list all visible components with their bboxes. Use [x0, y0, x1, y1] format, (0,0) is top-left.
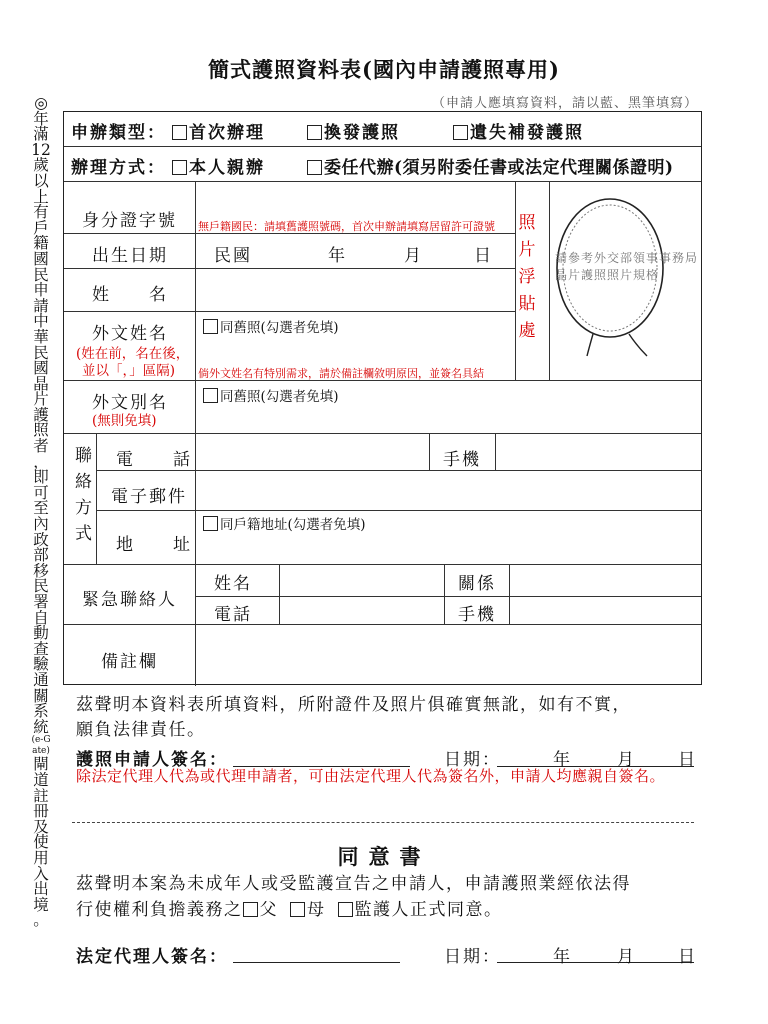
checkbox-label: 監護人正式同意。 [354, 900, 503, 920]
guardian-date-year: 年 [553, 947, 572, 967]
checkbox-guardian[interactable] [338, 900, 503, 920]
side-note-char: ◎ [34, 94, 48, 112]
side-note-char: (e-Gate) [31, 735, 51, 757]
side-note-char: 滿 [33, 125, 49, 144]
applicant-signature-label: 護照申請人簽名： [76, 750, 228, 770]
remarks-label: 備註欄 [101, 652, 158, 672]
side-note-egate [31, 96, 51, 929]
side-note-char: 出 [33, 880, 49, 899]
row-divider [64, 624, 701, 625]
checkbox-box[interactable] [243, 902, 258, 917]
birth-day-unit: 日 [474, 246, 493, 266]
birth-date-label: 出生日期 [92, 246, 168, 266]
checkbox-box[interactable] [307, 125, 322, 140]
side-note-char: 關 [33, 686, 49, 705]
emergency-mobile-label: 手機 [458, 605, 496, 625]
side-note-char: 12 [31, 140, 51, 159]
photo-paste-label [517, 210, 537, 345]
checkbox-box[interactable] [338, 902, 353, 917]
side-note-char: 國 [33, 359, 49, 378]
checkbox-renewal[interactable] [307, 118, 400, 143]
checkbox-box[interactable] [307, 160, 322, 175]
declaration-line-1: 茲聲明本資料表所填資料，所附證件及照片俱確實無訛，如有不實， [76, 695, 631, 715]
side-note-char: 自 [33, 608, 49, 627]
contact-group-label [75, 443, 95, 547]
side-note-char: 民 [33, 343, 49, 362]
side-note-char: 者 [33, 437, 49, 456]
guardian-date-day: 日 [678, 947, 697, 967]
col-divider [429, 433, 430, 470]
checkbox-box[interactable] [172, 160, 187, 175]
applicant-date-day: 日 [678, 750, 697, 770]
side-note-char: 註 [33, 786, 49, 805]
col-divider [444, 564, 445, 624]
checkbox-label: 遺失補發護照 [470, 123, 584, 143]
checkbox-box[interactable] [203, 319, 218, 334]
checkbox-lost-replacement[interactable] [453, 118, 584, 143]
application-type-label: 申辦類型： [71, 123, 166, 143]
row-divider [64, 146, 701, 147]
side-note-char: 戶 [33, 218, 49, 237]
checkbox-in-person[interactable] [172, 153, 265, 178]
side-note-char: 閘 [33, 755, 49, 774]
side-note-char: 請 [33, 296, 49, 315]
checkbox-label: 同舊照(勾選者免填) [220, 320, 339, 336]
side-note-char: 入 [33, 864, 49, 883]
applicant-date-label: 日期： [444, 750, 501, 770]
alias-note: (無則免填) [92, 413, 157, 429]
side-note-char: 歲 [33, 156, 49, 175]
side-note-char: 民 [33, 577, 49, 596]
guardian-date-label: 日期： [444, 947, 501, 967]
foreign-name-special-note: 倘外文姓名有特別需求，請於備註欄敘明原因，並簽名具結 [198, 367, 484, 380]
row-divider [195, 596, 701, 597]
checkbox-mother[interactable] [290, 900, 326, 920]
row-divider [64, 181, 701, 182]
contact-mobile-label: 手機 [443, 450, 481, 470]
birth-year-unit: 年 [328, 246, 347, 266]
row-divider [64, 564, 701, 565]
guardian-signature-line[interactable] [233, 962, 400, 963]
checkbox-label: 本人親辦 [189, 158, 265, 178]
side-note-char: 護 [33, 405, 49, 424]
side-note-char: 有 [33, 203, 49, 222]
checkbox-first-time[interactable] [172, 118, 265, 143]
consent-title: 同意書 [337, 844, 431, 869]
side-note-char: 國 [33, 249, 49, 268]
side-note-char: 華 [33, 327, 49, 346]
side-note-char: 移 [33, 561, 49, 580]
side-note-char: 民 [33, 265, 49, 284]
side-note-char: 晶 [33, 374, 49, 393]
side-note-char: 上 [33, 187, 49, 206]
foreign-name-label: 外文姓名 [92, 324, 168, 344]
processing-method-label: 辦理方式： [71, 158, 166, 178]
photo-char: 貼 [518, 294, 536, 314]
contact-char: 方 [75, 498, 94, 518]
side-note-char: 中 [33, 312, 49, 331]
checkbox-label: 委任代辦(須另附委任書或法定代理關係證明) [324, 158, 674, 178]
side-note-char: 可 [33, 483, 49, 502]
photo-char: 照 [518, 213, 536, 233]
side-note-char: 以 [33, 171, 49, 190]
id-number-label: 身分證字號 [82, 211, 177, 231]
row-divider [96, 510, 701, 511]
row-divider [96, 470, 701, 471]
side-note-char: 冊 [33, 802, 49, 821]
side-note-char: 即 [33, 468, 49, 487]
checkbox-delegated[interactable] [307, 153, 674, 178]
contact-email-label: 電子郵件 [111, 487, 187, 507]
section-divider [72, 822, 694, 823]
emergency-relation-label: 關係 [458, 574, 496, 594]
side-note-char: 使 [33, 833, 49, 852]
side-note-char: 及 [33, 817, 49, 836]
checkbox-father[interactable] [243, 900, 279, 920]
contact-address-label: 地 址 [116, 535, 192, 555]
applicant-date-month: 月 [617, 750, 636, 770]
side-note-char: 籍 [33, 234, 49, 253]
emergency-contact-label: 緊急聯絡人 [82, 590, 177, 610]
side-note-char: 。 [33, 911, 49, 930]
contact-phone-label: 電 話 [116, 450, 192, 470]
checkbox-label: 同舊照(勾選者免填) [220, 389, 339, 405]
side-note-char: 用 [33, 848, 49, 867]
guardian-signature-label: 法定代理人簽名： [76, 947, 228, 967]
checkbox-box[interactable] [453, 125, 468, 140]
col-divider [96, 433, 97, 564]
consent-line-2-prefix: 行使權利負擔義務之 [76, 900, 243, 920]
col-divider [509, 564, 510, 624]
id-number-note: 無戶籍國民：請填舊護照號碼，首次申辦請填寫居留許可證號 [198, 220, 495, 233]
side-note-char: 內 [33, 515, 49, 534]
foreign-name-note-1: (姓在前，名在後， [76, 346, 190, 362]
contact-char: 式 [75, 524, 94, 544]
checkbox-alias-same[interactable] [203, 385, 339, 405]
row-divider [64, 268, 515, 269]
foreign-name-note-2: 並以「，」區隔) [82, 363, 176, 379]
side-note-char: 動 [33, 624, 49, 643]
row-divider [64, 311, 515, 312]
checkbox-box[interactable] [172, 125, 187, 140]
checkbox-label: 換發護照 [324, 123, 400, 143]
contact-char: 聯 [75, 446, 94, 466]
col-divider [495, 433, 496, 470]
side-note-char: 年 [33, 109, 49, 128]
form-subnote: （申請人應填寫資料，請以藍、黑筆填寫） [431, 96, 698, 111]
guardian-date-line[interactable] [497, 962, 694, 963]
checkbox-foreign-name-same[interactable] [203, 316, 339, 336]
side-note-char: 查 [33, 639, 49, 658]
checkbox-label: 同戶籍地址(勾選者免填) [220, 517, 366, 533]
side-note-char: 境 [33, 895, 49, 914]
emergency-name-label: 姓名 [214, 574, 252, 594]
side-note-char: 系 [33, 702, 49, 721]
side-note-char: 照 [33, 421, 49, 440]
consent-line-1: 茲聲明本案為未成年人或受監護宣告之申請人，申請護照業經依法得 [76, 874, 631, 894]
birth-month-unit: 月 [404, 246, 423, 266]
photo-char: 片 [518, 240, 536, 260]
side-note-char: 片 [33, 390, 49, 409]
col-divider [515, 181, 516, 380]
side-note-char: 部 [33, 546, 49, 565]
side-note-char: 驗 [33, 655, 49, 674]
alias-label: 外文別名 [92, 393, 168, 413]
name-label: 姓 名 [92, 285, 168, 305]
checkbox-box[interactable] [290, 902, 305, 917]
checkbox-label: 首次辦理 [189, 123, 265, 143]
side-note-char: 至 [33, 499, 49, 518]
emergency-phone-label: 電話 [214, 605, 252, 625]
form-title: 簡式護照資料表(國內申請護照專用) [208, 57, 560, 82]
checkbox-same-household-address[interactable] [203, 513, 366, 533]
side-note-char: 統 [33, 717, 49, 736]
photo-char: 浮 [518, 267, 536, 287]
side-note-char: 政 [33, 530, 49, 549]
photo-char: 處 [518, 321, 536, 341]
row-divider [64, 433, 701, 434]
col-divider [195, 181, 196, 686]
checkbox-box[interactable] [203, 388, 218, 403]
photo-spec-note: 請參考外交部領事事務局晶片護照照片規格 [555, 251, 699, 282]
birth-era: 民國 [214, 246, 252, 266]
checkbox-label: 母 [307, 900, 326, 920]
side-note-char: 道 [33, 770, 49, 789]
col-divider [279, 564, 280, 624]
signature-red-note: 除法定代理人代為或代理申請者，可由法定代理人代為簽名外，申請人均應親自簽名。 [76, 767, 666, 785]
declaration-line-2: 願負法律責任。 [76, 720, 206, 740]
side-note-char: 申 [33, 281, 49, 300]
side-note-char: 署 [33, 593, 49, 611]
contact-char: 絡 [75, 472, 94, 492]
checkbox-label: 父 [259, 900, 278, 920]
side-note-char: ， [33, 452, 49, 471]
consent-line-2 [76, 895, 503, 920]
applicant-date-year: 年 [553, 750, 572, 770]
checkbox-box[interactable] [203, 516, 218, 531]
side-note-char: 通 [33, 670, 49, 689]
guardian-date-month: 月 [617, 947, 636, 967]
